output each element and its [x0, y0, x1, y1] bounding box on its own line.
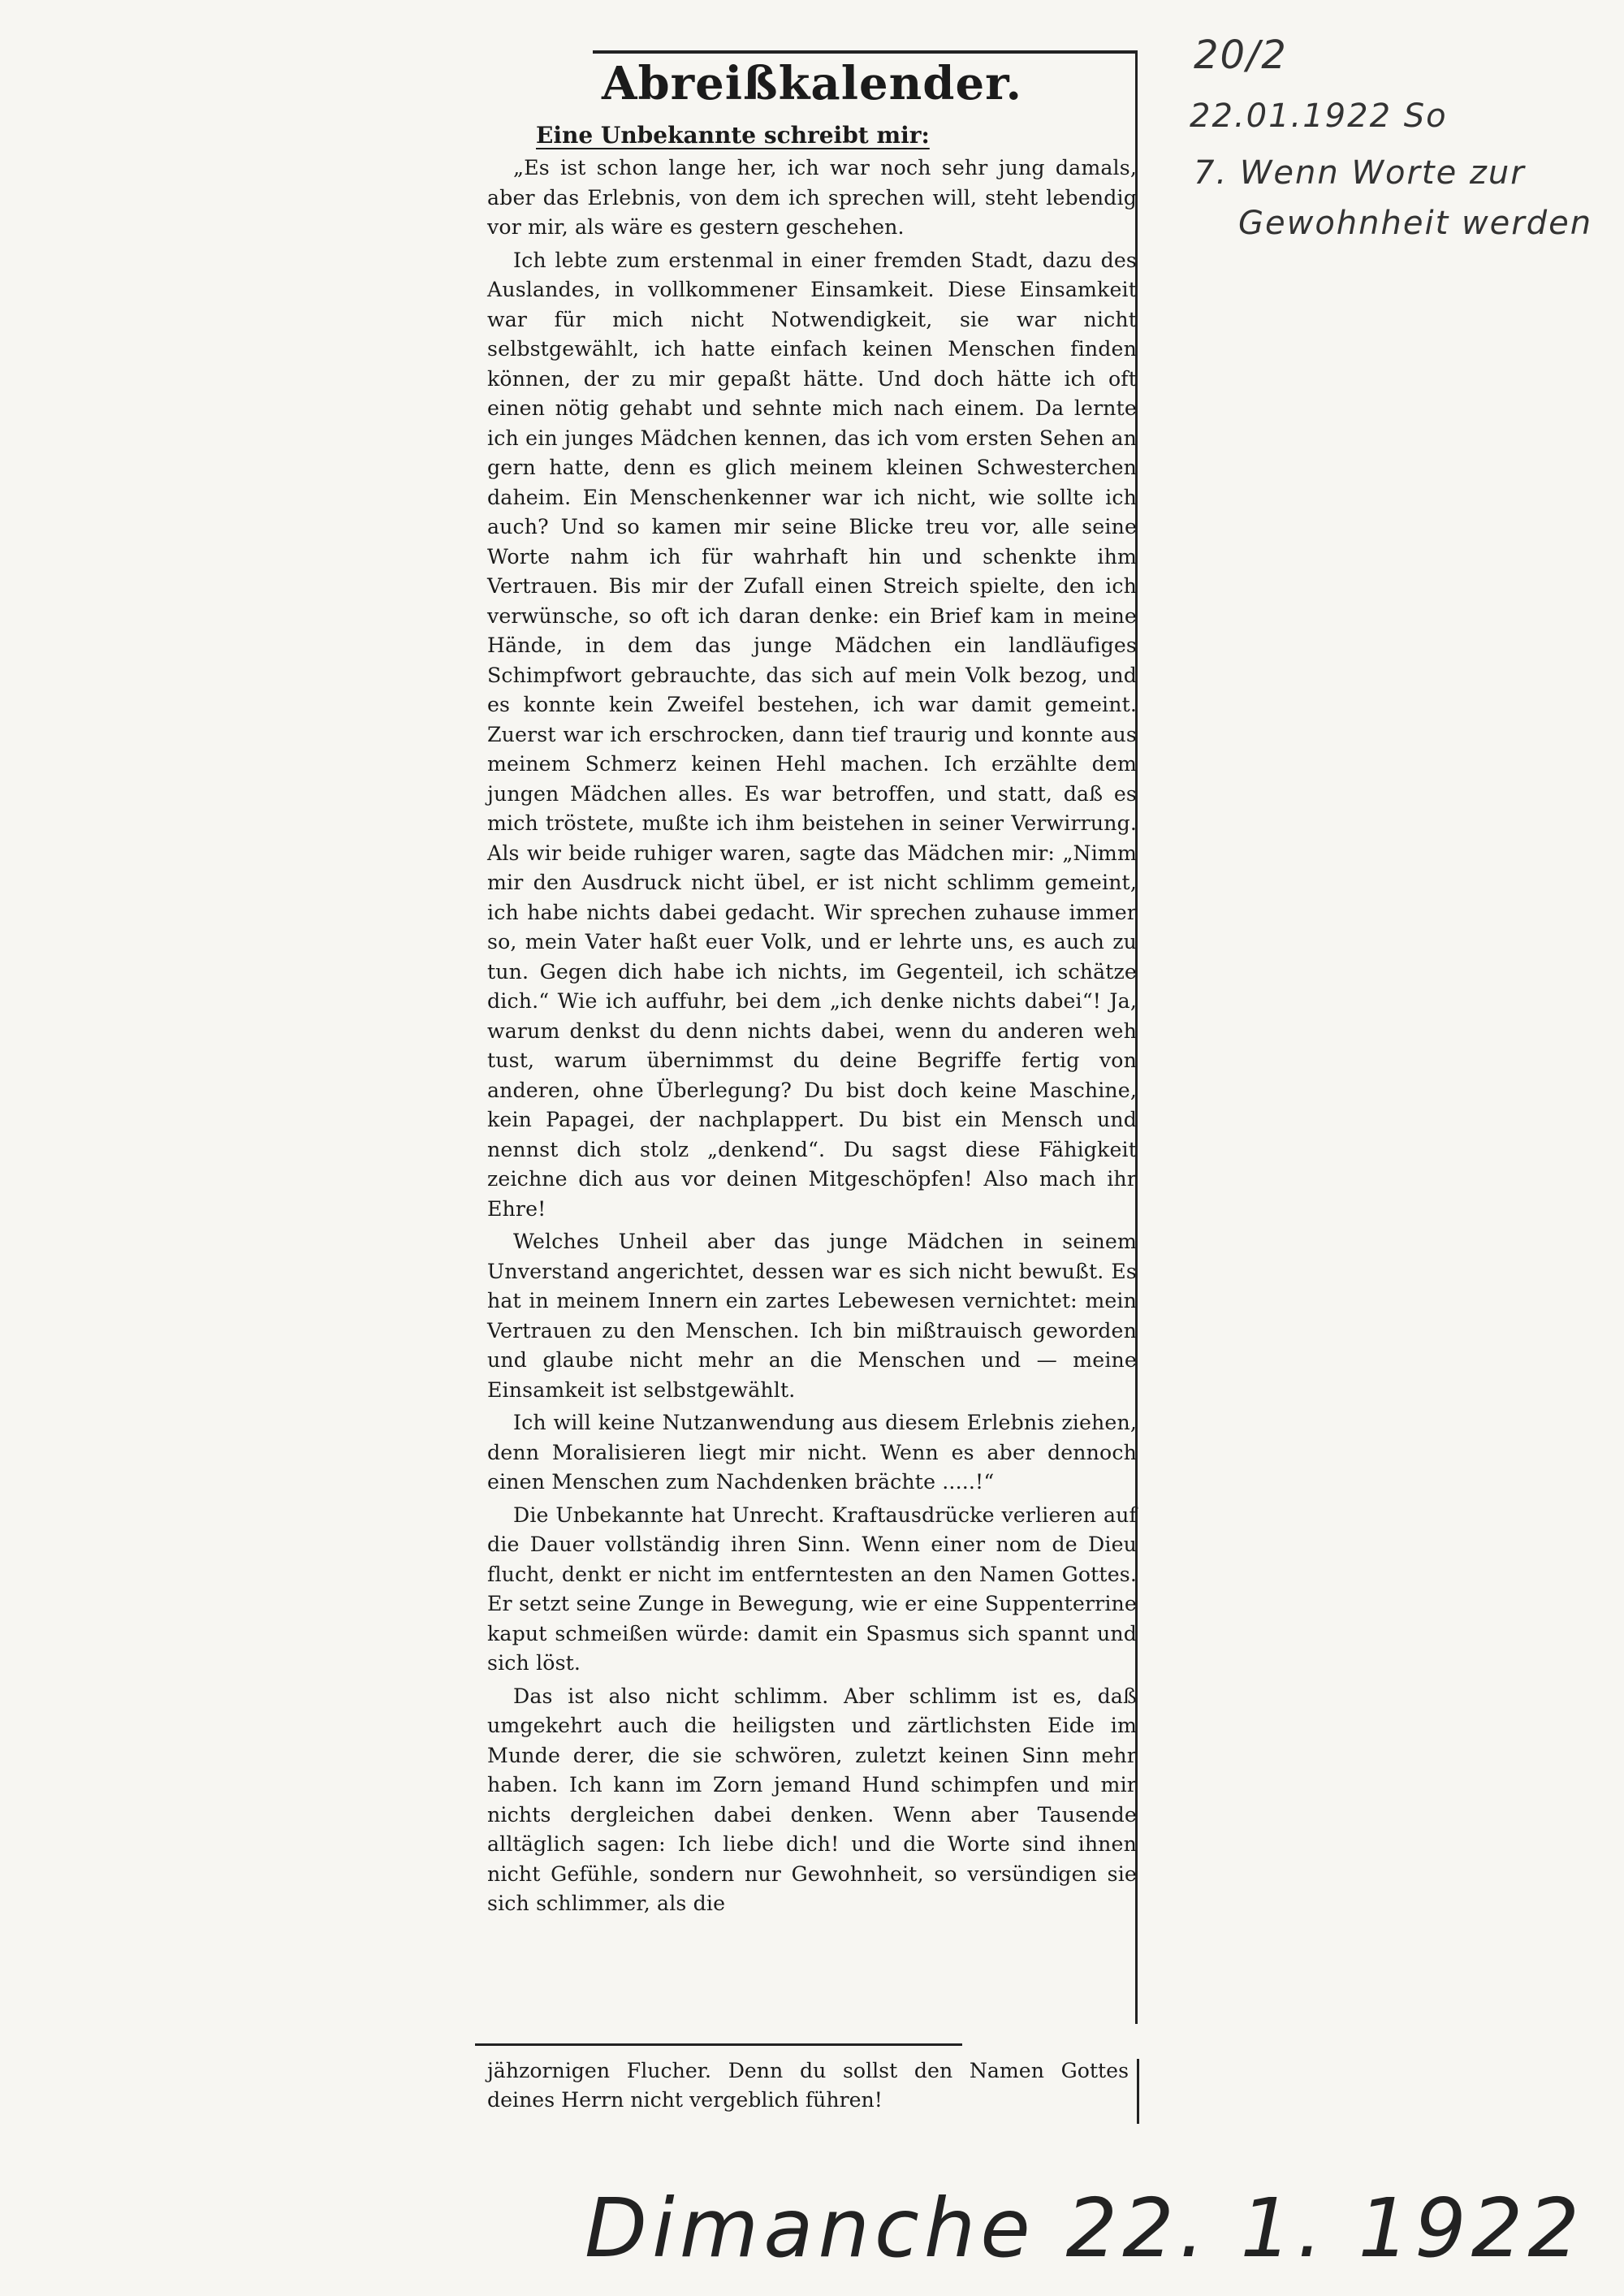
- article-paragraph: Ich lebte zum erstenmal in einer fremden Stadt, dazu des Auslandes, in vollkommener Einsamkeit. Diese Einsamkeit war für mich nicht Notwendigkeit, sie war nicht selbstgewählt, ich hatte einfach keinen Menschen finden können, der zu mir gepaßt hätte. Und doch hätte ich oft einen nötig gehabt und sehnte mich nach einem. Da lernte ich ein junges Mädchen kennen, das ich vom ersten Sehen an gern hatte, denn es glich meinem kleinen Schwesterchen daheim. Ein Menschenkenner war ich nicht, wie sollte ich auch? Und so kamen mir seine Blicke treu vor, alle seine Worte nahm ich für wahrhaft hin und schenkte ihm Vertrauen. Bis mir der Zufall einen Streich spielte, den ich verwünsche, so oft ich daran denke: ein Brief kam in meine Hände, in dem das junge Mädchen ein landläufiges Schimpfwort gebrauchte, das sich auf mein Volk bezog, und es konnte kein Zweifel bestehen, ich war damit gemeint. Zuerst war ich erschrocken, dann tief traurig und konnte aus meinem Schmerz keinen Hehl machen. Ich erzählte dem jungen Mädchen alles. Es war betroffen, und statt, daß es mich tröstete, mußte ich ihm beistehen in seiner Verwirrung. Als wir beide ruhiger waren, sagte das Mädchen mir: „Nimm mir den Ausdruck nicht übel, er ist nicht schlimm gemeint, ich habe nichts dabei gedacht. Wir sprechen zuhause immer so, mein Vater haßt euer Volk, und er lehrte uns, es auch zu tun. Gegen dich habe ich nichts, im Gegenteil, ich schätze dich.“ Wie ich auffuhr, bei dem „ich denke nichts dabei“! Ja, warum denkst du denn nichts dabei, wenn du anderen weh tust, warum übernimmst du deine Begriffe fertig von anderen, ohne Überlegung? Du bist doch keine Maschine, kein Papagei, der nachplappert. Du bist ein Mensch und nennst dich stolz „denkend“. Du sagst diese Fähigkeit zeichne dich aus vor deinen Mitgeschöpfen! Also mach ihr Ehre!: [487, 248, 1137, 1221]
- handwritten-date: 22.01.1922 So: [1190, 97, 1448, 135]
- handwritten-reference-number: 20/2: [1194, 32, 1288, 78]
- article-continuation: jähzornigen Flucher. Denn du sollst den Namen Gottes deines Herrn nicht vergeblich führen!: [487, 2059, 1129, 2112]
- tail-right-rule: [1137, 2059, 1139, 2124]
- newspaper-clipping: [487, 49, 1137, 1919]
- handwritten-note-line-2: Gewohnheit werden: [1238, 205, 1593, 242]
- handwritten-note-line-1: 7. Wenn Worte zur: [1194, 154, 1526, 192]
- article-paragraph: Das ist also nicht schlimm. Aber schlimm ist es, daß umgekehrt auch die heiligsten und zärtlichsten Eide im Munde derer, die sie schwören, zuletzt keinen Sinn mehr haben. Ich kann im Zorn jemand Hund schimpfen und mir nichts dergleichen dabei denken. Wenn aber Tausende alltäglich sagen: Ich liebe dich! und die Worte sind ihnen nicht Gefühle, sondern nur Gewohnheit, so versündigen sie sich schlimmer, als die: [487, 1684, 1137, 1915]
- article-paragraph: Ich will keine Nutzanwendung aus diesem Erlebnis ziehen, denn Moralisieren liegt mir nicht. Wenn es aber dennoch einen Menschen zum Nachdenken brächte .....!“: [487, 1411, 1137, 1494]
- article-paragraph: Welches Unheil aber das junge Mädchen in seinem Unverstand angerichtet, dessen war es sich nicht bewußt. Es hat in meinem Innern ein zartes Lebewesen vernichtet: mein Vertrauen zu den Menschen. Ich bin mißtrauisch geworden und glaube nicht mehr an die Menschen und — meine Einsamkeit ist selbstgewählt.: [487, 1230, 1137, 1402]
- bottom-rule: [475, 2043, 962, 2046]
- article-subhead: Eine Unbekannte schreibt mir:: [536, 122, 930, 149]
- handwritten-footer-date: Dimanche 22. 1. 1922: [585, 2181, 1585, 2276]
- article-paragraph: „Es ist schon lange her, ich war noch sehr jung damals, aber das Erlebnis, von dem ich sprechen will, steht lebendig vor mir, als wäre es gestern geschehen.: [487, 156, 1137, 239]
- article-title: Abreißkalender.: [602, 57, 1022, 110]
- article-paragraph: Die Unbekannte hat Unrecht. Kraftausdrücke verlieren auf die Dauer vollständig ihren Sinn. Wenn einer nom de Dieu flucht, denkt er nicht im entferntesten an den Namen Gottes. Er setzt seine Zunge in Bewegung, wie er eine Suppenterrine kaput schmeißen würde: damit ein Spasmus sich spannt und sich löst.: [487, 1503, 1137, 1675]
